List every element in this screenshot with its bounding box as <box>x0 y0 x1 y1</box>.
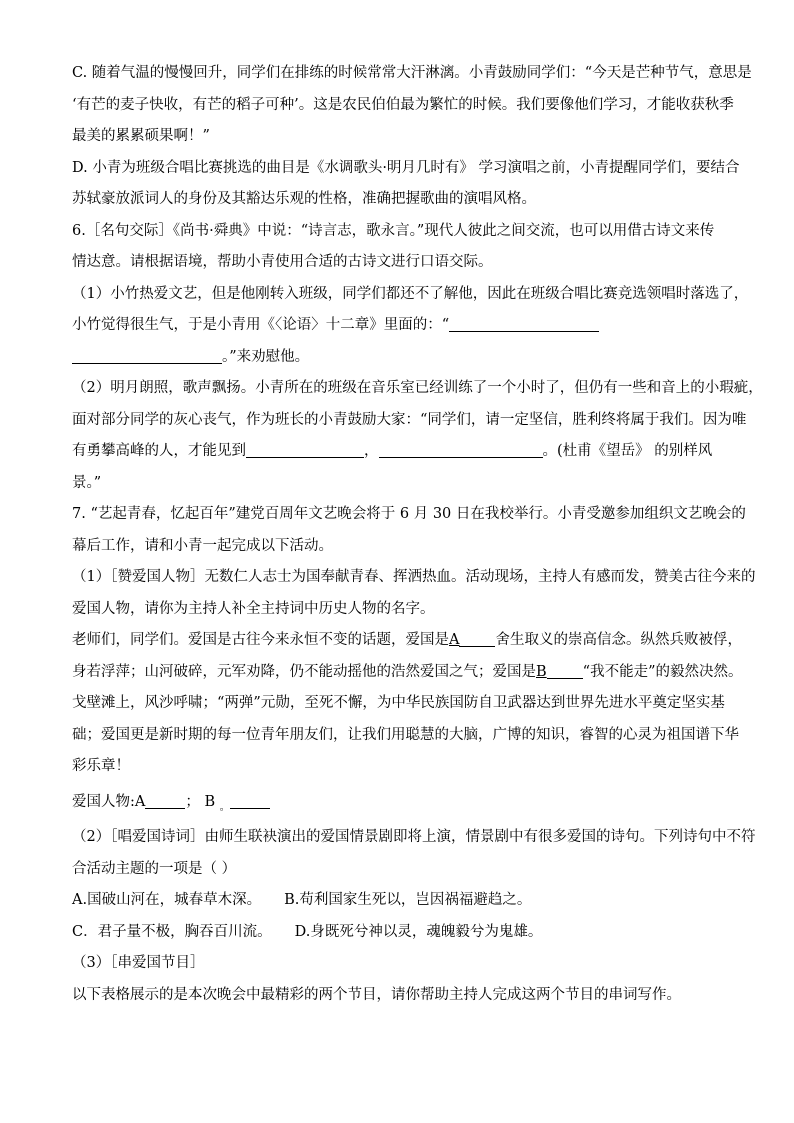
q6-part1-prompt: 小竹觉得很生气，于是小青用《〈论语〉十二章》里面的：“ <box>72 317 450 333</box>
q6-part1-suffix: 。”来劝慰他。 <box>222 348 310 365</box>
q6-part2-line-2: 面对部分同学的灰心丧气，作为班长的小青鼓励大家：“同学们，请一定坚信，胜利终将属于我们。因为唯 <box>72 411 747 428</box>
q7-speech-1-post: 舍生取义的崇高信念。纵然兵败被俘， <box>495 632 742 648</box>
q6-part2-line-4: 景。” <box>72 474 102 491</box>
q7-speech-2-pre: 身若浮萍；山河破碎，元军劝降，仍不能动摇他的浩然爱国之气；爱国是 <box>72 663 536 680</box>
q7-intro-line-1: 7. “艺起青春，忆起百年”建党百周年文艺晚会将于 6 月 30 日在我校举行。小青受邀参加组织文艺晚会的 <box>72 506 746 522</box>
q7-answer-b-label: ； B <box>185 793 216 810</box>
q7-part2-line-2: 合活动主题的一项是（ ） <box>72 860 237 877</box>
q7-speech-2-post: “我不能走”的毅然决然。 <box>582 663 743 680</box>
q7-speech-line-5: 彩乐章！ <box>72 758 130 774</box>
q6-part2-blank-2[interactable] <box>379 439 543 458</box>
q7-speech-blank-a[interactable] <box>459 628 495 647</box>
q7-options-cd: C．君子量不极，胸吞百川流。 D.身既死兮神以灵，魂魄毅兮为鬼雄。 <box>72 923 543 940</box>
q6-part2-suffix: 。(杜甫《望岳》 的别样风 <box>542 443 713 459</box>
q7-intro-line-2: 幕后工作，请和小青一起完成以下活动。 <box>72 537 333 554</box>
q6-intro-line-1: 6.［名句交际］《尚书·舜典》中说：“诗言志，歌永言。”现代人彼此之间交流，也可以用借古诗文来传 <box>72 222 715 239</box>
q7-speech-line-2 <box>72 657 743 689</box>
q7-answer-a-label: 爱国人物:A <box>72 793 146 810</box>
q6-part2-blank-1[interactable] <box>246 439 364 458</box>
q7-speech-line-3: 戈壁滩上，风沙呼啸；“两弹”元勋，至死不懈，为中华民族国防自卫武器达到世界先进水平奠定坚实基 <box>72 695 725 711</box>
q7-options-ab: A.国破山河在，城春草木深。 B.苟利国家生死以，岂因祸福避趋之。 <box>72 892 532 908</box>
q7-speech-blank-b-label: B <box>536 663 547 680</box>
q7-speech-line-4: 础；爱国更是新时期的每一位青年朋友们，让我们用聪慧的大脑，广博的知识，睿智的心灵为祖国谱下华 <box>72 726 739 743</box>
q5-option-d-line-2: 苏轼豪放派词人的身份及其豁达乐观的性格，准确把握歌曲的演唱风格。 <box>72 191 536 207</box>
q6-part1-line-3 <box>72 342 724 374</box>
q7-part2-line-1: （2）［唱爱国诗词］由师生联袂演出的爱国情景剧即将上演，情景剧中有很多爱国的诗句。下列诗句中不符 <box>72 829 756 845</box>
q5-option-c-line-1: C. 随着气温的慢慢回升，同学们在排练的时候常常大汗淋漓。小青鼓励同学们：“今天是芒种节气，意思是 <box>72 65 752 81</box>
q7-speech-line-1 <box>72 625 742 657</box>
q7-part3-title: （3）［串爱国节目］ <box>72 955 205 971</box>
q7-answer-dot: 。 <box>219 801 230 813</box>
q6-part2-line-1: （2）明月朗照，歌声飘扬。小青所在的班级在音乐室已经训练了一个小时了，但仍有一些和音上的小瑕疵， <box>72 380 763 396</box>
q7-speech-1-pre: 老师们，同学们。爱国是古往今来永恒不变的话题，爱国是 <box>72 632 449 648</box>
q7-answer-a-blank[interactable] <box>145 790 185 809</box>
q5-option-c-line-2: ‘有芒的麦子快收，有芒的稻子可种’。这是农民伯伯最为繁忙的时候。我们要像他们学习，才能收获秋季 <box>72 96 734 113</box>
document-page <box>72 58 763 1011</box>
q7-speech-blank-a-label: A <box>449 632 460 648</box>
q7-part1-line-1: （1）［赞爱国人物］无数仁人志士为国奉献青春、挥洒热血。活动现场，主持人有感而发，赞美古往今来的 <box>72 569 756 585</box>
q5-option-d-line-1: D. 小青为班级合唱比赛挑选的曲目是《水调歌头·明月几时有》 学习演唱之前，小青提醒同学们，要结合 <box>72 159 740 176</box>
q6-part1-line-2 <box>72 310 724 342</box>
q6-part2-line-3 <box>72 436 724 468</box>
q7-part3-line-1: 以下表格展示的是本次晚会中最精彩的两个节目，请你帮助主持人完成这两个节目的串词写作。 <box>72 986 681 1003</box>
q6-part1-blank-2[interactable] <box>72 345 222 364</box>
q6-part2-comma: ， <box>364 443 379 459</box>
q5-option-c-line-3: 最美的累累硕果啊！” <box>72 128 210 144</box>
q6-part1-line-1: （1）小竹热爱文艺，但是他刚转入班级，同学们都还不了解他，因此在班级合唱比赛竞选领唱时落选了， <box>72 285 749 302</box>
q6-intro-line-2: 情达意。请根据语境，帮助小青使用合适的古诗文进行口语交际。 <box>72 254 493 270</box>
q7-part1-line-2: 爱国人物，请你为主持人补全主持词中历史人物的名字。 <box>72 600 435 617</box>
q6-part1-blank-1[interactable] <box>449 313 599 332</box>
q7-answer-b-blank[interactable] <box>230 790 270 809</box>
q7-speech-blank-b[interactable] <box>547 660 583 679</box>
q7-answer-line <box>72 787 724 819</box>
q6-part2-prompt: 有勇攀高峰的人，才能见到 <box>72 443 246 459</box>
